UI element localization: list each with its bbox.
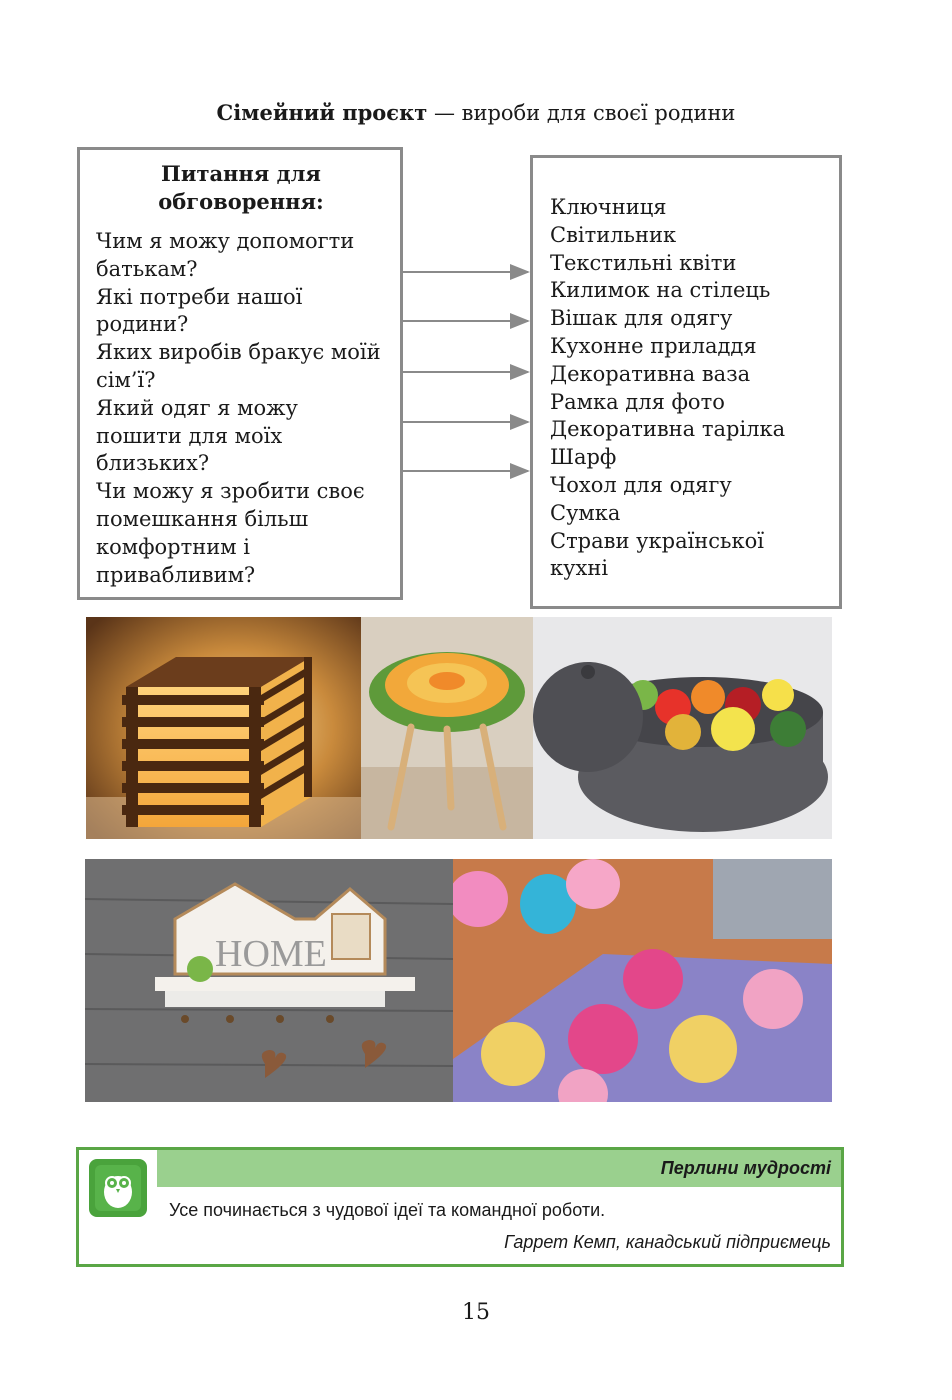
- list-item: Вішак для одягу: [550, 306, 733, 331]
- list-item: Декоративна тарілка: [550, 417, 786, 442]
- home-sign-text: HOME: [215, 933, 327, 975]
- items-box: [530, 155, 842, 609]
- pot-photo: [533, 617, 832, 839]
- wisdom-label: Перлини мудрості: [660, 1158, 831, 1178]
- list-item: кухні: [550, 556, 609, 581]
- page-title: Сімейний проєкт — вироби для своєї родини: [216, 100, 736, 125]
- lamp-photo: [86, 617, 361, 839]
- list-item: Текстильні квіти: [550, 250, 737, 275]
- questions-heading: Питання для обговорення:: [158, 161, 324, 214]
- list-item: Ключниця: [550, 195, 667, 219]
- page-number: 15: [462, 1300, 490, 1325]
- wisdom-box: [76, 1147, 844, 1267]
- list-item: Страви української: [550, 528, 764, 553]
- list-item: Килимок на стілець: [550, 278, 771, 303]
- wisdom-header-bar: [157, 1150, 841, 1187]
- wisdom-quote: Усе починається з чудової ідеї та командної роботи.: [169, 1200, 606, 1220]
- questions-text: Чим я можу допомогти батькам? Які потреби нашої родини? Яких виробів бракує моїй сім’ї? Який одяг я можу пошити для моїх близьких? Чи можу я зробити своє помешкання більш комфортним і привабливим?: [96, 229, 381, 587]
- list-item: Рамка для фото: [550, 389, 725, 414]
- list-item: Кухонне приладдя: [550, 333, 757, 358]
- wisdom-author: Гаррет Кемп, канадський підприємець: [504, 1232, 831, 1252]
- owl-icon: [89, 1159, 147, 1217]
- rug-photo: [453, 859, 832, 1102]
- list-item: Шарф: [550, 445, 617, 470]
- list-item: Чохол для одягу: [550, 472, 732, 497]
- list-item: Декоративна ваза: [550, 361, 751, 386]
- stool-photo: [361, 617, 533, 839]
- list-item: Сумка: [550, 500, 621, 525]
- list-item: Світильник: [550, 222, 677, 247]
- key-holder-photo: [85, 859, 453, 1102]
